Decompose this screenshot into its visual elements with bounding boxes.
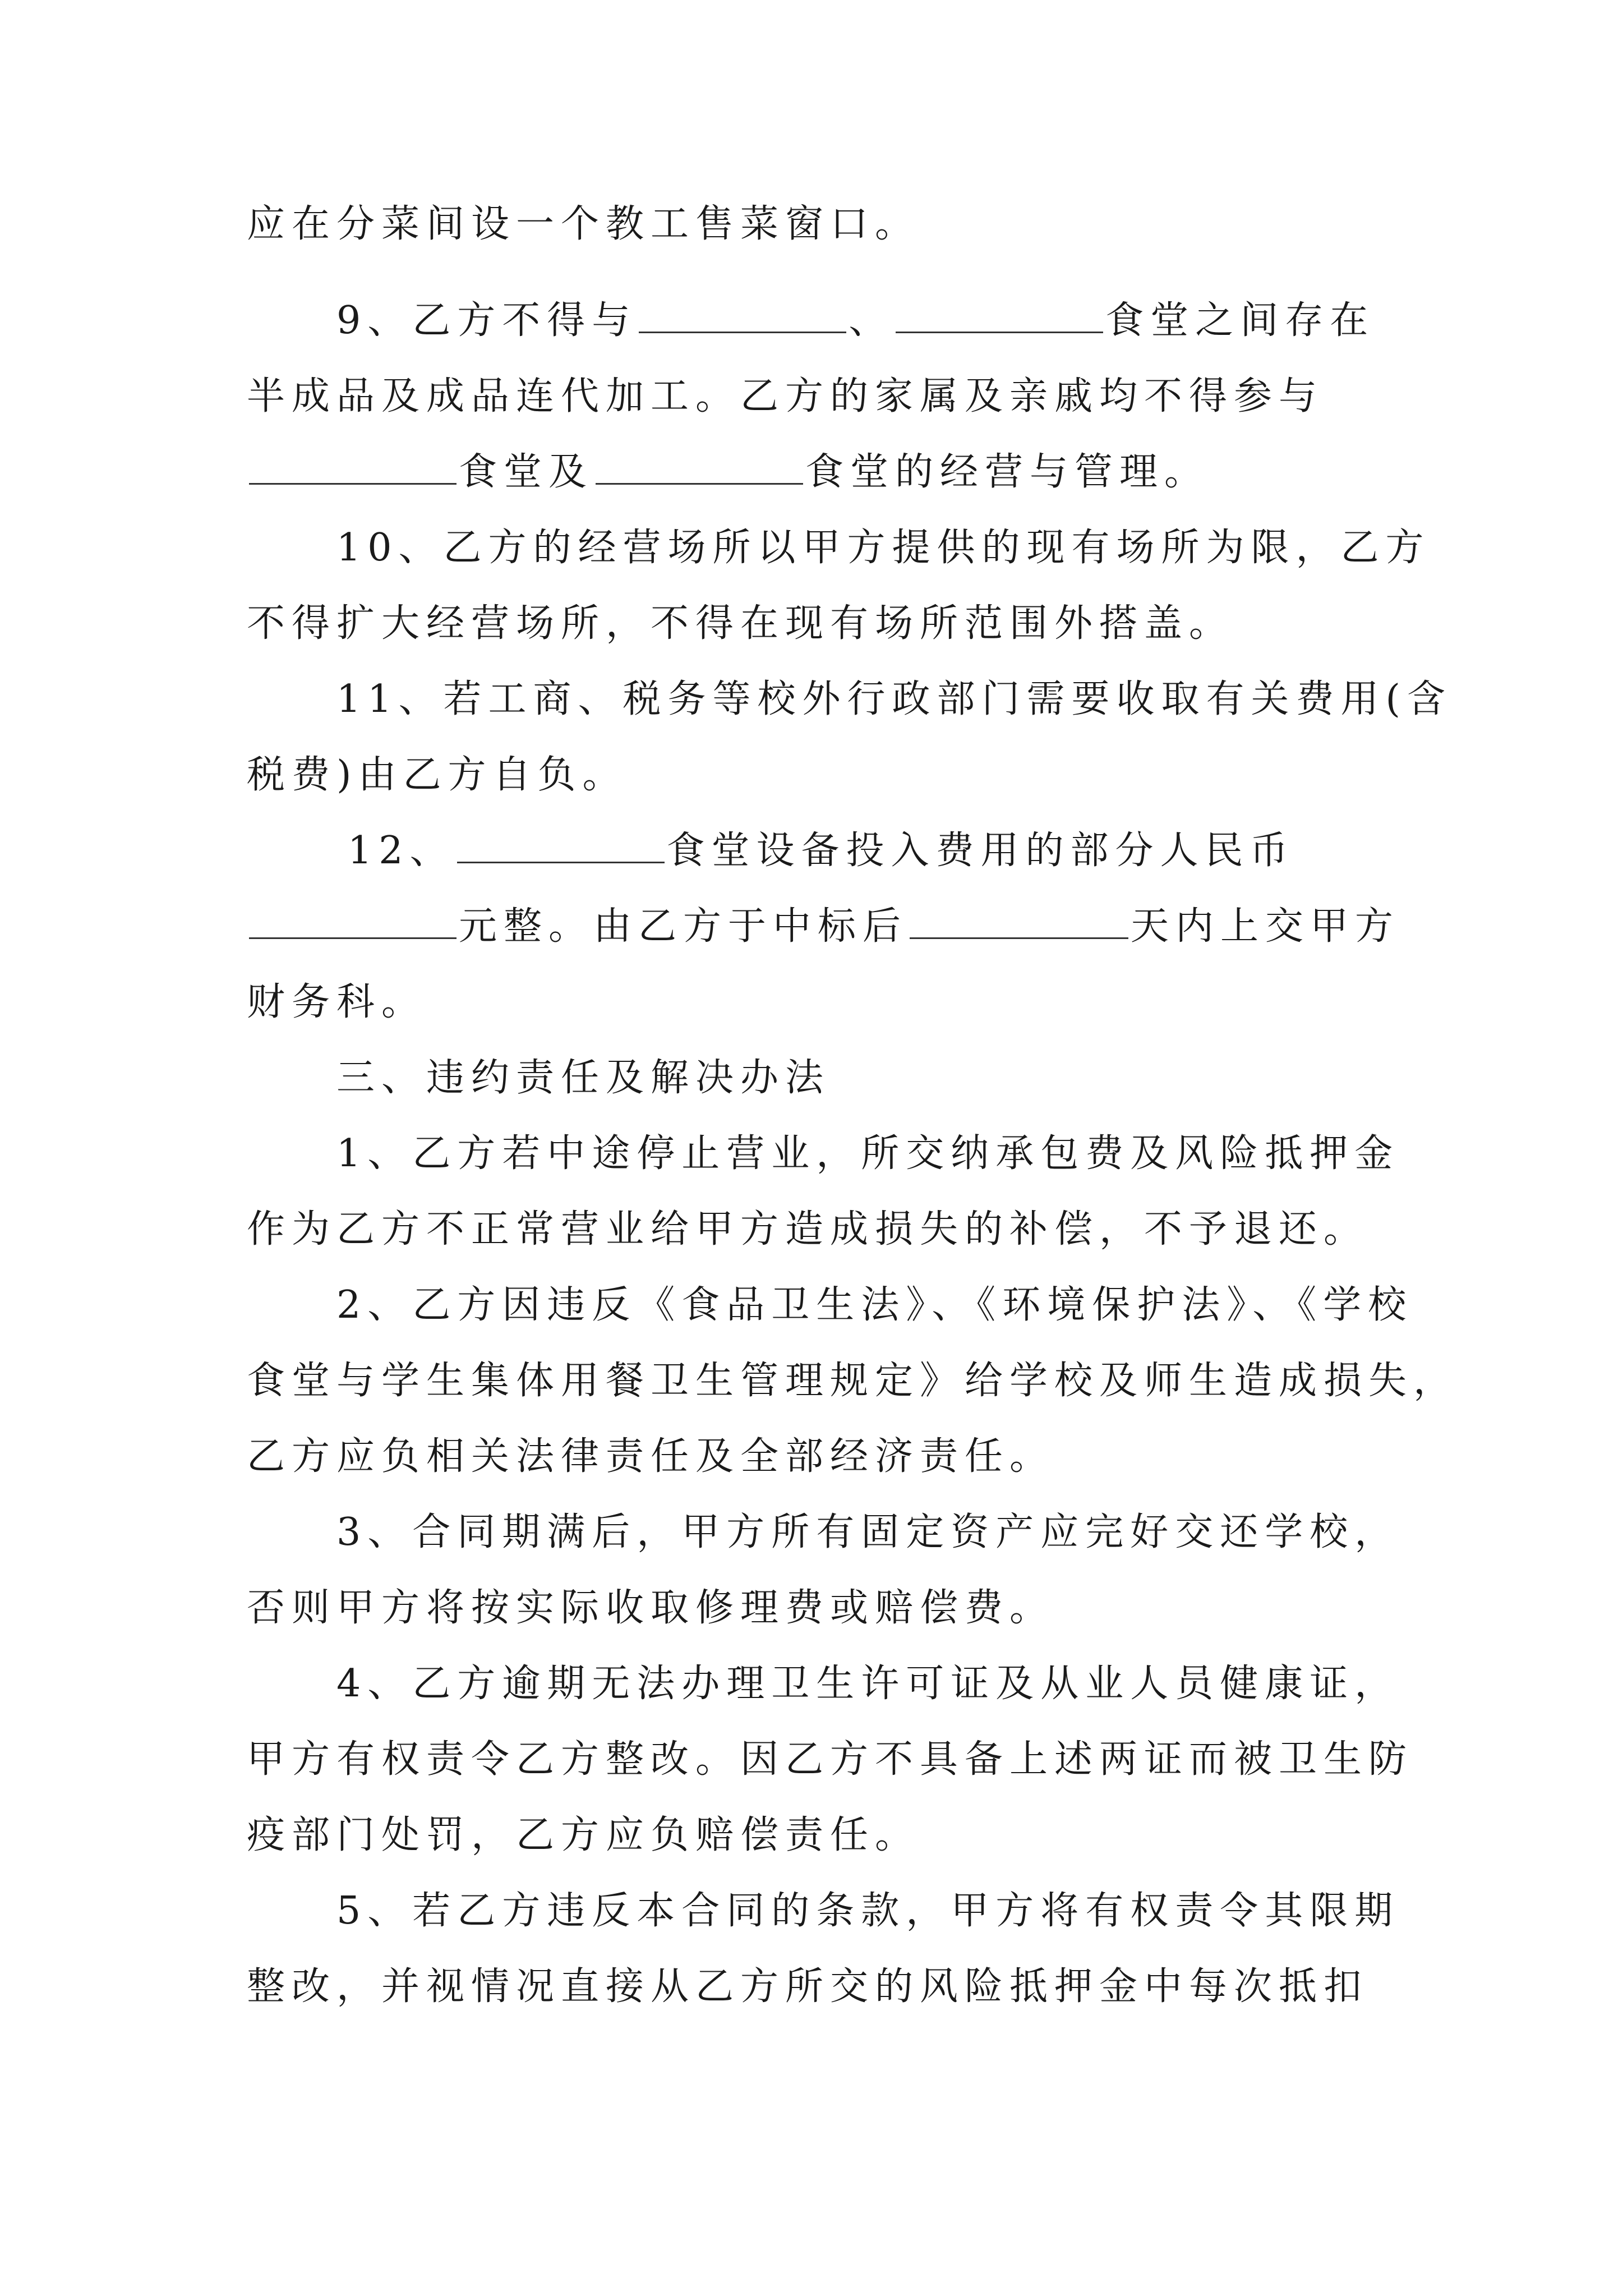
text-fragment: 天内上交甲方	[1131, 904, 1400, 949]
fill-in-blank[interactable]	[457, 819, 665, 863]
text-fragment: 否则甲方将按实际收取修理费或赔偿费。	[247, 1586, 1055, 1630]
text-fragment: 食堂与学生集体用餐卫生管理规定》给学校及师生造成损失，	[247, 1359, 1459, 1403]
clause-12-line-2	[247, 887, 1400, 966]
text-fragment: 整改，并视情况直接从乙方所交的风险抵押金中每次抵扣	[247, 1964, 1369, 2009]
fill-in-blank[interactable]	[249, 440, 457, 485]
fill-in-blank[interactable]	[910, 895, 1128, 939]
clause-10-line-2	[247, 585, 1391, 663]
section-heading	[336, 1039, 1391, 1117]
text-fragment: 作为乙方不正常营业给甲方造成损失的补偿，不予退还。	[247, 1207, 1369, 1251]
text-fragment: 1、乙方若中途停止营业，所交纳承包费及风险抵押金	[336, 1131, 1400, 1176]
liability-5-line-2	[247, 1948, 1391, 2026]
text-fragment: 12、	[348, 829, 455, 873]
fill-in-blank[interactable]	[639, 289, 846, 333]
text-fragment: 11、若工商、税务等校外行政部门需要收取有关费用(含	[336, 677, 1453, 721]
liability-4-line-1	[336, 1645, 1400, 1723]
liability-1-line-2	[247, 1190, 1391, 1269]
clause-12-line-1	[348, 812, 1402, 890]
fill-in-blank[interactable]	[896, 289, 1103, 333]
clause-9-line-2	[247, 357, 1391, 436]
text-fragment: 、	[849, 298, 894, 343]
text-fragment: 应在分菜间设一个教工售菜窗口。	[247, 202, 920, 246]
clause-11-line-1	[336, 660, 1453, 739]
text-fragment: 食堂之间存在	[1105, 298, 1375, 343]
text-fragment: 食堂的经营与管理。	[805, 450, 1210, 494]
liability-2-line-3	[247, 1418, 1391, 1496]
text-fragment: 半成品及成品连代加工。乙方的家属及亲戚均不得参与	[247, 374, 1324, 418]
liability-1-line-1	[336, 1115, 1400, 1193]
text-fragment: 元整。由乙方于中标后	[459, 904, 908, 949]
section-title: 三、违约责任及解决办法	[336, 1056, 831, 1100]
text-fragment: 10、乙方的经营场所以甲方提供的现有场所为限，乙方	[336, 526, 1431, 570]
text-line-1	[247, 185, 1391, 264]
fill-in-blank[interactable]	[596, 440, 803, 485]
liability-4-line-3	[247, 1796, 1391, 1875]
text-fragment: 税费)由乙方自负。	[247, 753, 628, 797]
text-fragment: 5、若乙方违反本合同的条款，甲方将有权责令其限期	[336, 1889, 1400, 1933]
text-fragment: 9、乙方不得与	[336, 298, 637, 343]
clause-11-line-2	[247, 736, 1391, 815]
liability-4-line-2	[247, 1720, 1414, 1799]
liability-5-line-1	[336, 1872, 1400, 1950]
clause-10-line-1	[336, 509, 1431, 587]
text-fragment: 财务科。	[247, 980, 427, 1024]
text-fragment: 4、乙方逾期无法办理卫生许可证及从业人员健康证，	[336, 1662, 1400, 1706]
text-fragment: 甲方有权责令乙方整改。因乙方不具备上述两证而被卫生防	[247, 1737, 1414, 1782]
text-fragment: 乙方应负相关法律责任及全部经济责任。	[247, 1434, 1055, 1479]
text-fragment: 3、合同期满后，甲方所有固定资产应完好交还学校，	[336, 1510, 1400, 1554]
text-fragment: 不得扩大经营场所，不得在现有场所范围外搭盖。	[247, 601, 1234, 646]
clause-9-line-1	[336, 282, 1391, 360]
fill-in-blank[interactable]	[249, 895, 457, 939]
liability-2-line-2	[247, 1342, 1459, 1420]
text-fragment: 食堂及	[459, 450, 594, 494]
text-fragment: 2、乙方因违反《食品卫生法》、《环境保护法》、《学校	[336, 1283, 1413, 1327]
text-fragment: 疫部门处罚，乙方应负赔偿责任。	[247, 1813, 920, 1857]
liability-3-line-2	[247, 1569, 1391, 1648]
liability-3-line-1	[336, 1493, 1400, 1572]
clause-12-line-3	[247, 963, 1391, 1042]
text-fragment: 食堂设备投入费用的部分人民币	[666, 829, 1295, 873]
liability-2-line-1	[336, 1266, 1413, 1345]
clause-9-line-3	[247, 433, 1391, 512]
